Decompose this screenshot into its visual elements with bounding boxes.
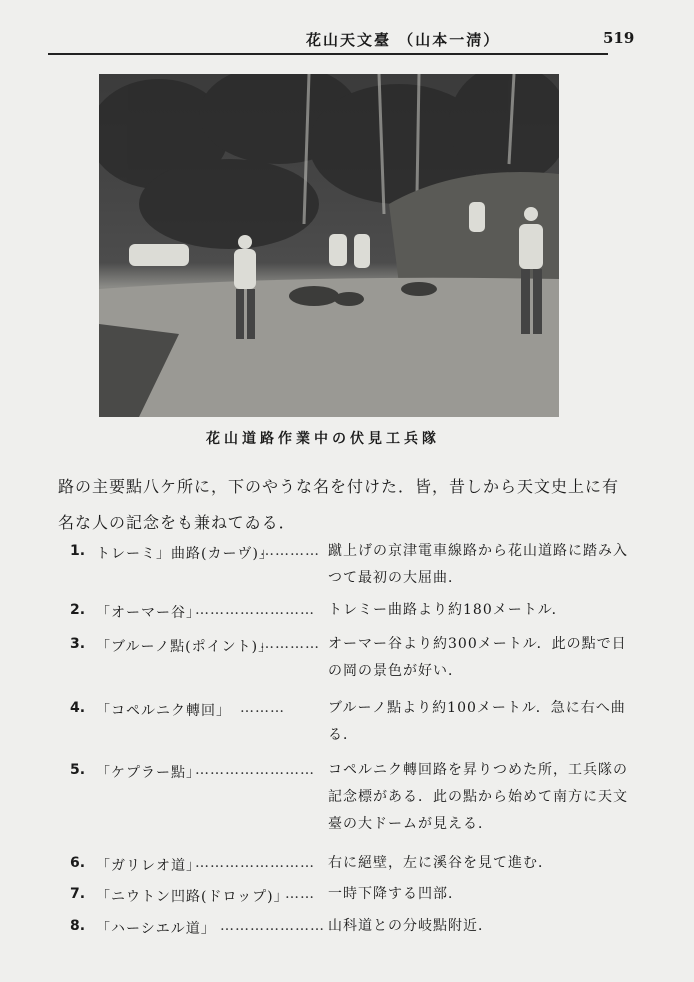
item-name: 「ケプラー點」 (96, 765, 201, 781)
leader-dots: ………… (260, 636, 320, 652)
item-number: 4. (70, 700, 86, 716)
leader-dots: ……… (240, 700, 285, 716)
leader-dots: ………………… (220, 918, 325, 934)
running-title: 花山天文臺 （山本一淸） (306, 31, 501, 49)
item-description: ブルーノ點より約100メートル．急に右へ曲る． (328, 700, 626, 743)
list-item (70, 602, 630, 630)
item-number: 1. (70, 543, 86, 559)
list-item (70, 543, 630, 586)
leader-dots: ………… (260, 543, 320, 559)
leader-dots: …………………… (195, 762, 315, 778)
intro-line-2: 名な人の記念をも兼ねてゐる． (58, 513, 296, 532)
list-item (70, 762, 630, 832)
item-description: 右に絕壁，左に溪谷を見て進む． (328, 855, 553, 871)
item-name: 「ブルーノ點(ポイント)」 (96, 639, 274, 655)
item-number: 8. (70, 918, 86, 934)
running-header (48, 24, 648, 54)
leader-dots: …………………… (195, 602, 315, 618)
item-description: 蹴上げの京津電車線路から花山道路に踏み入つて最初の大屈曲． (328, 543, 628, 586)
list-item (70, 700, 630, 743)
leader-dots: …………………… (195, 855, 315, 871)
item-description: オーマー谷より約300メートル．此の點で日の岡の景色が好い． (328, 636, 627, 679)
item-name: 「ニウトン凹路(ドロップ)」 (96, 889, 289, 905)
item-number: 6. (70, 855, 86, 871)
item-name: 「ガリレオ道」 (96, 858, 201, 874)
item-number: 3. (70, 636, 86, 652)
item-number: 5. (70, 762, 86, 778)
item-name: 「ハーシエル道」 (96, 921, 216, 937)
page-number: 519 (603, 29, 635, 47)
list-item (70, 855, 630, 883)
item-name: 「オーマー谷」 (96, 605, 201, 621)
item-number: 2. (70, 602, 86, 618)
item-description: 一時下降する凹部． (328, 886, 463, 902)
list-item (70, 636, 630, 679)
list-item (70, 918, 630, 946)
intro-line-1: 路の主要點八ケ所に，下のやうな名を付けた．皆，昔しから天文史上に有 (58, 477, 620, 496)
list-item (70, 886, 630, 914)
item-name: 「コペルニク轉回」 (96, 703, 231, 719)
header-rule (48, 53, 608, 55)
road-work-photo (99, 74, 559, 417)
item-description: コペルニク轉回路を昇りつめた所，工兵隊の記念標がある．此の點から始めて南方に天文臺の大ドームが見える． (328, 762, 628, 832)
photo-caption: 花山道路作業中の伏見工兵隊 (206, 431, 440, 447)
leader-dots: …… (285, 886, 315, 902)
item-name: トレーミ」曲路(カーヴ)」 (96, 546, 274, 562)
item-number: 7. (70, 886, 86, 902)
item-description: トレミー曲路より約180メートル． (328, 602, 567, 618)
item-description: 山科道との分岐點附近． (328, 918, 493, 934)
